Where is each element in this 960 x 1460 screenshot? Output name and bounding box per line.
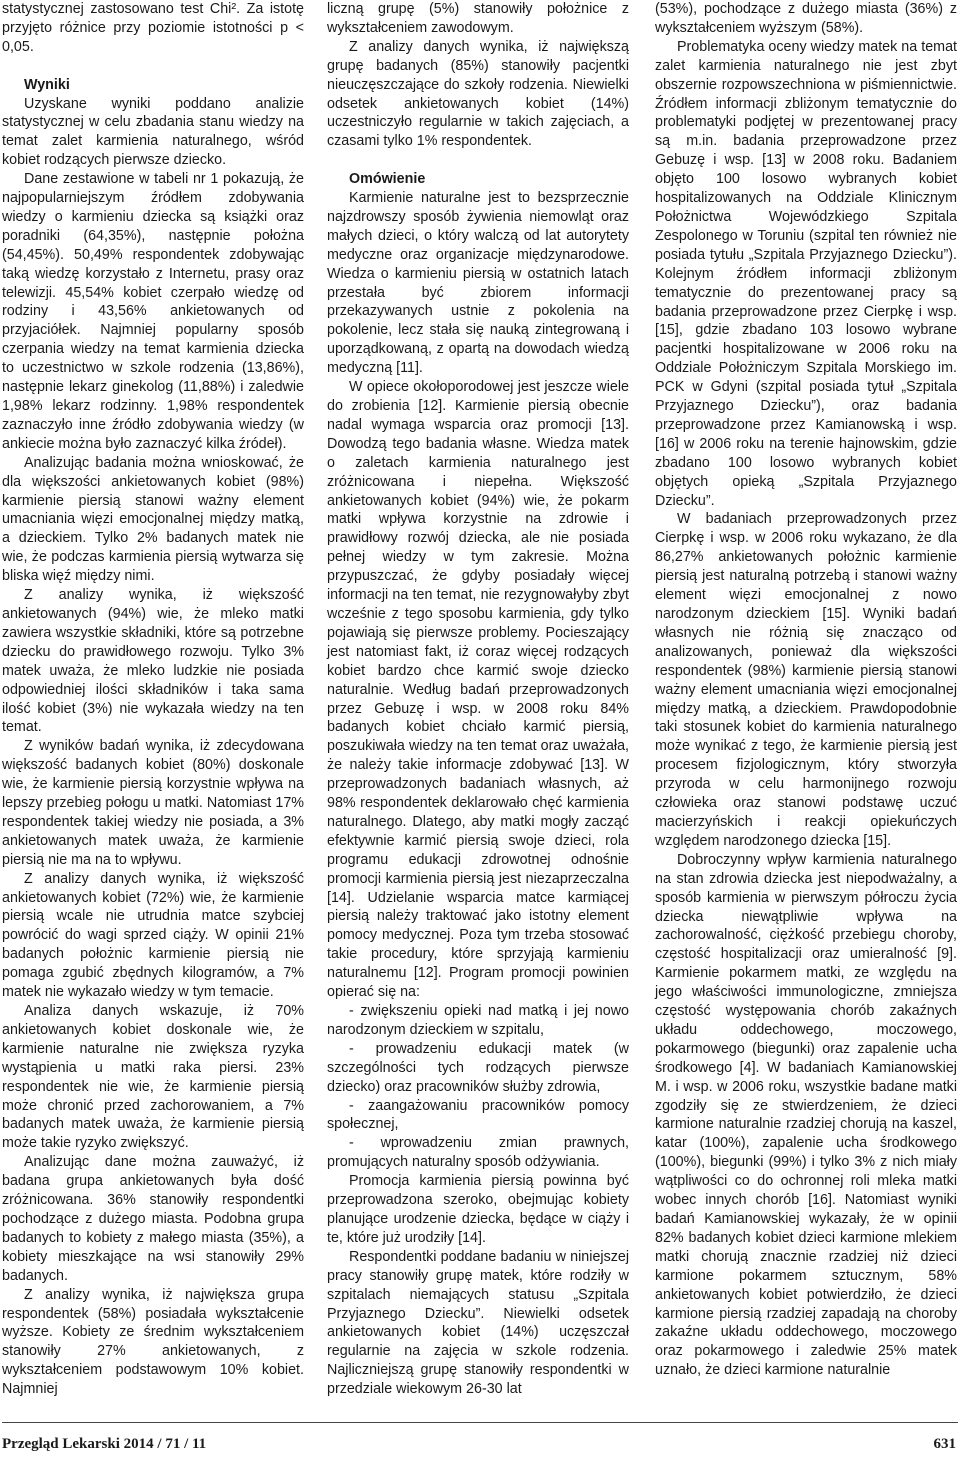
paragraph: - prowadzeniu edukacji matek (w szczególności tych rodzących pierwsze dziecko) oraz pracowników służby zdrowia,: [327, 1040, 629, 1095]
paragraph: Respondentki poddane badaniu w niniejszej pracy stanowiły grupę matek, które rodziły w szpitalach niemających statusu „Szpitala Przyjaznego Dziecku”. Niewielki odsetek ankietowanych kobiet (14%) uczęszczał regularnie na zajęcia w szkole rodzenia. Najliczniejszą grupę stanowiły respondentki w przedziale wiekowym 26-30 lat: [327, 1248, 629, 1398]
paragraph: - zwiększeniu opieki nad matką i jej nowo narodzonym dzieckiem w szpitalu,: [327, 1003, 629, 1038]
text-column-right: [655, 0, 957, 1380]
section-heading: Omówienie: [349, 171, 426, 188]
paragraph: W opiece okołoporodowej jest jeszcze wiele do zrobienia [12]. Karmienie piersią obecnie nadal wymaga wsparcia oraz promocji [13]. Dowodzą tego badania własne. Wiedza matek o zaletach karmienia naturalnego jest zróżnicowana i niepełna. Większość ankietowanych kobiet (94%) wie, że pokarm matki wpływa korzystnie na zdrowie i prawidłowy rozwój dziecka, ale nie posiada pełnej wiedzy w tym zakresie. Można przypuszczać, że gdyby posiadały więcej informacji na ten temat, nie rezygnowałyby zbyt wcześnie z tego sposobu karmienia, gdy tylko pojawiają się pierwsze problemy. Pocieszający jest natomiast fakt, iż coraz więcej rodzących kobiet bardzo chce karmić swoje dziecko naturalnie. Według badań przeprowadzonych przez Gebuzę i wsp. w 2008 roku 84% badanych kobiet chciało karmić piersią, poszukiwała wiedzy na ten temat oraz uważała, że należy takie informacje zdobywać [13]. W przeprowadzonych badaniach własnych, aż 98% respondentek deklarowało chęć karmienia naturalnego. Dlatego, aby matki mogły zacząć efektywnie karmić piersią swoje dzieci, rola programu edukacji zdrowotnej odnośnie promocji karmienia piersią jest niezaprzeczalna [14]. Udzielanie wsparcia matce karmiącej piersią należy traktować jako istotny element pomocy medycznej. Poza tym trzeba stosować takie procedury, które sprzyjają karmieniu naturalnemu [12]. Program promocji powinien opierać się na:: [327, 379, 629, 1001]
text-column-left: [2, 0, 304, 1399]
text-column-middle: [327, 0, 629, 1399]
paragraph: Dobroczynny wpływ karmienia naturalnego na stan zdrowia dziecka jest niepodważalny, a sposób karmienia w pierwszym półroczu życia dziecka niewątpliwie wpływa na zachorowalność, ciężkość przebiegu choroby, częstość hospitalizacji oraz umieralność [9]. Karmienie pokarmem matki, ze względu na jego właściwości immunologiczne, zmniejsza częstość występowania chorób zakaźnych układu oddechowego, moczowego, pokarmowego (biegunki) oraz zapalenie ucha środkowego [4]. W badaniach Kamianowskiej M. i wsp. w 2006 roku, wszystkie badane matki zgodziły się ze stwierdzeniem, że dzieci karmione naturalnie rzadziej chorują na kaszel, katar (100%), zapalenie ucha środkowego (100%), biegunki (99%) i tylko 3% z nich miały wątpliwości co do ochronnej roli mleka matki wobec innych chorób [16]. Natomiast wyniki badań Kamianowskiej wykazały, że w opinii 82% badanych kobiet dzieci karmione mlekiem matki chorują znacznie rzadziej niż dzieci karmione pokarmem sztucznym, 58% ankietowanych kobiet potwierdziło, że dzieci karmione piersią rzadziej zapadają na choroby zakaźne układu oddechowego, moczowego oraz pokarmowego i zaledwie 25% matek uznało, że dzieci karmione naturalnie: [655, 851, 957, 1379]
paragraph: - wprowadzeniu zmian prawnych, promujących naturalny sposób odżywiania.: [327, 1135, 629, 1171]
paragraph: Z analizy danych wynika, iż największą grupę badanych (85%) stanowiły pacjentki nieuczęszczające do szkoły rodzenia. Niewielki odsetek ankietowanych kobiet (14%) uczestniczyło regularnie w takich zajęciach, a czasami tylko 1% respondentek.: [327, 38, 629, 150]
paragraph: Z wyników badań wynika, iż zdecydowana większość badanych kobiet (80%) doskonale wie, że karmienie piersią korzystnie wpływa na lepszy przebieg połogu u matki. Natomiast 17% respondentek takiej wiedzy nie posiada, a 3% ankietowanych matek uważa, że karmienie piersią nie ma na to wpływu.: [2, 738, 304, 868]
paragraph: (53%), pochodzące z dużego miasta (36%) z wykształceniem wyższym (58%).: [655, 1, 957, 36]
paragraph: Analiza danych wskazuje, iż 70% ankietowanych kobiet doskonale wie, że karmienie naturalne nie zwiększa ryzyka wystąpienia u matki raka piersi. 23% respondentek nie wie, że karmienie piersią może chronić przed zachorowaniem, a 7% badanych matek uważa, że karmienie piersią może takie ryzyko zwiększyć.: [2, 1003, 304, 1152]
paragraph: liczną grupę (5%) stanowiły położnice z wykształceniem zawodowym.: [327, 1, 629, 36]
paragraph: Karmienie naturalne jest to bezsprzecznie najzdrowszy sposób żywienia niemowląt oraz małych dzieci, o który walczą od lat autorytety medyczne oraz organizacje międzynarodowe. Wiedza o karmieniu piersią w ostatnich latach przestała być zbiorem informacji przekazywanych ustnie z pokolenia na pokolenie, lecz stała się nauką zintegrowaną i uporządkowaną, z opartą na dowodach wiedzą medyczną [11].: [327, 190, 629, 377]
paragraph: Z analizy wynika, iż większość ankietowanych (94%) wie, że mleko matki zawiera wszystkie składniki, które są potrzebne dziecku do prawidłowego rozwoju. Tylko 3% matek uważa, że mleko ludzkie nie posiada odpowiedniej ilości składników i taka sama ilość kobiet (3%) nie wykazała wiedzy na ten temat.: [2, 587, 304, 736]
paragraph: Z analizy danych wynika, iż większość ankietowanych kobiet (72%) wie, że karmienie piersią wcale nie utrudnia matce szybciej powrócić do wagi sprzed ciąży. W opinii 21% badanych położnic karmienie piersią nie pomaga zgubić zbędnych kilogramów, a 7% matek nie wykazało wiedzy w tym temacie.: [2, 870, 304, 1001]
journal-citation: Przegląd Lekarski 2014 / 71 / 11: [2, 1436, 207, 1452]
page-footer: [2, 1422, 958, 1452]
section-heading: Wyniki: [24, 76, 70, 93]
paragraph: Analizując dane można zauważyć, iż badana grupa ankietowanych była dość zróżnicowana. 36% stanowiły respondentki pochodzące z dużego miasta. Podobna grupa badanych to kobiety z małego miasta (35%), a kobiety mieszkające na wsi stanowiły 29% badanych.: [2, 1154, 304, 1284]
paragraph: Promocja karmienia piersią powinna być przeprowadzona szeroko, obejmując kobiety planujące urodzenie dziecka, będące w ciąży i te, które już urodziły [14].: [327, 1173, 629, 1246]
paragraph: statystycznej zastosowano test Chi². Za istotę przyjęto różnice przy poziomie istotności p < 0,05.: [2, 1, 304, 55]
footer-rule: [2, 1422, 958, 1423]
paragraph: Dane zestawione w tabeli nr 1 pokazują, że najpopularniejszym źródłem zdobywania wiedzy o karmieniu dziecka są książki oraz poradniki (64,35%), następnie położna (54,45%). 50,49% respondentek zdobywając taką wiedzę korzystało z Internetu, prasy oraz telewizji. 45,54% kobiet czerpało wiedzę od rodziny i 43,56% ankietowanych od przyjaciółek. Najmniej popularny sposób czerpania wiedzy na temat karmienia dziecka to uczestnictwo w szkole rodzenia (13,86%), następnie lekarz ginekolog (11,88%) i zaledwie 1,98% lekarz rodzinny. 1,98% respondentek zaznaczyło inne źródło zdobywania wiedzy (w ankiecie można było zaznaczyć kilka źródeł).: [2, 171, 304, 452]
paragraph: Analizując badania można wnioskować, że dla większości ankietowanych kobiet (98%) karmienie piersią stanowi ważny element umacniania więzi emocjonalnej między matką, a dzieckiem. Tylko 2% badanych matek nie wie, że podczas karmienia piersią wytwarza się bliska więź między nimi.: [2, 454, 304, 585]
paragraph: W badaniach przeprowadzonych przez Cierpkę i wsp. w 2006 roku wykazano, że dla 86,27% ankietowanych położnic karmienie piersią jest naturalną potrzebą i stanowi ważny element więzi emocjonalnej z nowo narodzonym dzieckiem [15]. Wyniki badań własnych nie różnią się znacząco od analizowanych, ponieważ dla większości respondentek (98%) karmienie piersią stanowi ważny element umacniania więzi emocjonalnej między matką, a dzieckiem. Prawdopodobnie taki stosunek kobiet do karmienia naturalnego może wynikać z tego, że karmienie piersią jest procesem fizjologicznym, który stworzyła przyroda w celu harmonijnego rozwoju człowieka oraz stanowi podstawę uczuć macierzyńskich i reakcji opiekuńczych względem narodzonego dziecka [15].: [655, 511, 957, 849]
page-number: 631: [933, 1436, 956, 1452]
paragraph: - zaangażowaniu pracowników pomocy społecznej,: [327, 1097, 629, 1133]
paragraph: Z analizy wynika, iż największa grupa respondentek (58%) posiadała wykształcenie wyższe. Kobiety ze średnim wykształceniem stanowiły 27% ankietowanych, z wykształceniem podstawowym 10% kobiet. Najmniej: [2, 1286, 304, 1398]
paragraph: Uzyskane wyniki poddano analizie statystycznej w celu zbadania stanu wiedzy na temat zalet karmienia naturalnego, wśród kobiet rodzących pierwsze dziecko.: [2, 95, 304, 169]
paragraph: Problematyka oceny wiedzy matek na temat zalet karmienia naturalnego nie jest zbyt obszernie rozpowszechniona w piśmiennictwie. Źródłem informacji zbliżonym tematycznie do problematyki podjętej w prezentowanej pracy są m.in. badania przeprowadzone przez Gebuzę i wsp. [13] w 2008 roku. Badaniem objęto 100 losowo wybranych kobiet hospitalizowanych na Oddziale Klinicznym Położnictwa Wojewódzkiego Szpitala Zespolonego w Toruniu (szpital ten również nie posiada tytułu „Szpitala Przyjaznego Dziecku”). Kolejnym źródłem informacji zbliżonym tematycznie do prezentowanej pracy są badania przeprowadzone przez Cierpkę i wsp. [15], gdzie zbadano 103 losowo wybrane pacjentki hospitalizowane w 2006 roku na Oddziale Położniczym Szpitala Morskiego im. PCK w Gdyni (szpital posiada tytuł „Szpitala Przyjaznego Dziecku”), oraz badania przeprowadzone przez Kamianowską i wsp. [16] w 2006 roku na terenie hajnowskim, gdzie zbadano 100 losowo wybranych kobiet objętych opieką „Szpitala Przyjaznego Dziecku”.: [655, 38, 957, 509]
